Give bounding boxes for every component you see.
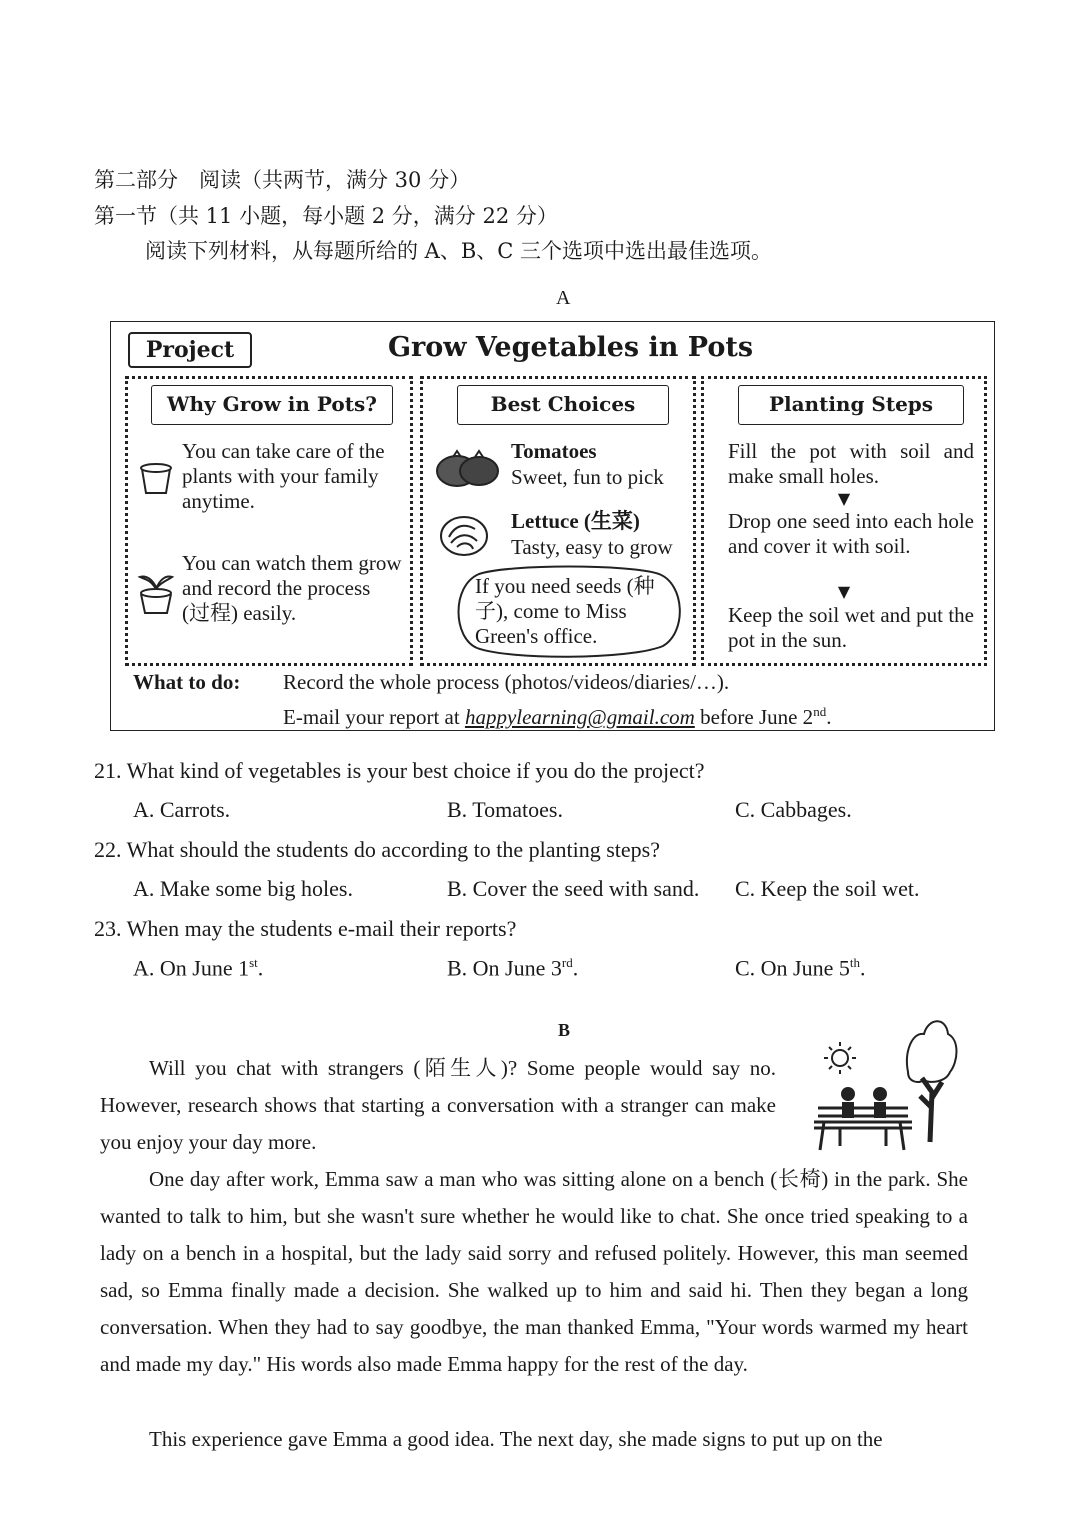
passage-b-paragraph-2: One day after work, Emma saw a man who was sitting alone on a bench (长椅) in the park. She wanted to talk to him, but she wasn't sure whether he would like to chat. She once tried speaking to a lady on a bench in a hospital, but the lady said sorry and refused politely. However, this man seemed sad, so Emma finally made a decision. She walked up to him and said hi. Then they began a long conversation. When they had to say goodbye, the man thanked Emma, "Your words warmed my heart and made my day." His words also made Emma happy for the rest of the day. (100, 1167, 968, 1376)
what-to-do-label: What to do: (133, 670, 241, 694)
why-item-1: You can take care of the plants with your family anytime. (182, 439, 385, 513)
bench-illustration (800, 1012, 960, 1152)
option-21a: A. Carrots. (133, 797, 231, 822)
best-column (420, 376, 696, 666)
why-item-2: You can watch them grow and record the process (过程) easily. (182, 551, 402, 625)
passage-b-paragraph-1: Will you chat with strangers (陌生人)? Some people would say no. However, research shows that starting a conversation with a stranger can make you enjoy your day more. (100, 1056, 776, 1154)
step-1: Fill the pot with soil and make small holes. (728, 439, 974, 488)
lettuce-icon (437, 513, 491, 559)
option-22b: B. Cover the seed with sand. (447, 876, 700, 901)
down-arrow-icon: ▼ (837, 582, 851, 601)
passage-a-box (110, 321, 995, 731)
option-21b: B. Tomatoes. (447, 797, 563, 822)
project-title: Grow Vegetables in Pots (388, 332, 754, 363)
option-23c: C. On June 5th. (735, 955, 866, 981)
passage-b-label: B (558, 1020, 571, 1040)
option-22c: C. Keep the soil wet. (735, 876, 920, 901)
lettuce-desc: Tasty, easy to grow (511, 535, 673, 559)
step-3: Keep the soil wet and put the pot in the sun. (728, 603, 974, 652)
step-2: Drop one seed into each hole and cover it with soil. (728, 509, 974, 558)
passage-b-paragraph-3: This experience gave Emma a good idea. The next day, she made signs to put up on the (149, 1427, 883, 1451)
question-22: 22. What should the students do according to the planting steps? (94, 837, 660, 862)
option-23b: B. On June 3rd. (447, 955, 579, 981)
why-column (125, 376, 413, 666)
deadline-sup: nd (813, 704, 827, 719)
deadline: before June 2 (700, 705, 814, 729)
pot-icon (138, 461, 174, 497)
tomatoes-desc: Sweet, fun to pick (511, 465, 664, 489)
instruction: 阅读下列材料，从每题所给的 A、B、C 三个选项中选出最佳选项。 (145, 239, 773, 263)
plant-pot-icon (136, 567, 176, 617)
best-heading: Best Choices (457, 385, 669, 425)
email-link[interactable]: happylearning@gmail.com (464, 705, 695, 729)
down-arrow-icon: ▼ (837, 489, 851, 508)
deadline-end: . (826, 705, 832, 729)
option-21c: C. Cabbages. (735, 797, 852, 822)
project-tag: Project (128, 332, 252, 368)
seeds-note: If you need seeds (种子), come to Miss Green's office. (475, 574, 655, 648)
what-to-do-line-2 (283, 699, 831, 730)
part-heading: 第二部分 阅读（共两节，满分 30 分） (94, 168, 471, 192)
tomato-icon (433, 445, 501, 489)
what-to-do-line-1: Record the whole process (photos/videos/diaries/…). (283, 670, 730, 694)
lettuce-name: Lettuce (生菜) (511, 509, 640, 533)
option-23a: A. On June 1st. (133, 955, 264, 981)
why-heading: Why Grow in Pots? (151, 385, 393, 425)
section-heading: 第一节（共 11 小题，每小题 2 分，满分 22 分） (94, 204, 558, 228)
email-intro: E-mail your report at (283, 705, 460, 729)
option-22a: A. Make some big holes. (133, 876, 353, 901)
steps-column (701, 376, 987, 666)
passage-a-label: A (556, 287, 571, 309)
steps-heading: Planting Steps (738, 385, 964, 425)
question-21: 21. What kind of vegetables is your best choice if you do the project? (94, 758, 705, 783)
tomatoes-name: Tomatoes (511, 439, 597, 463)
question-23: 23. When may the students e-mail their reports? (94, 916, 517, 941)
